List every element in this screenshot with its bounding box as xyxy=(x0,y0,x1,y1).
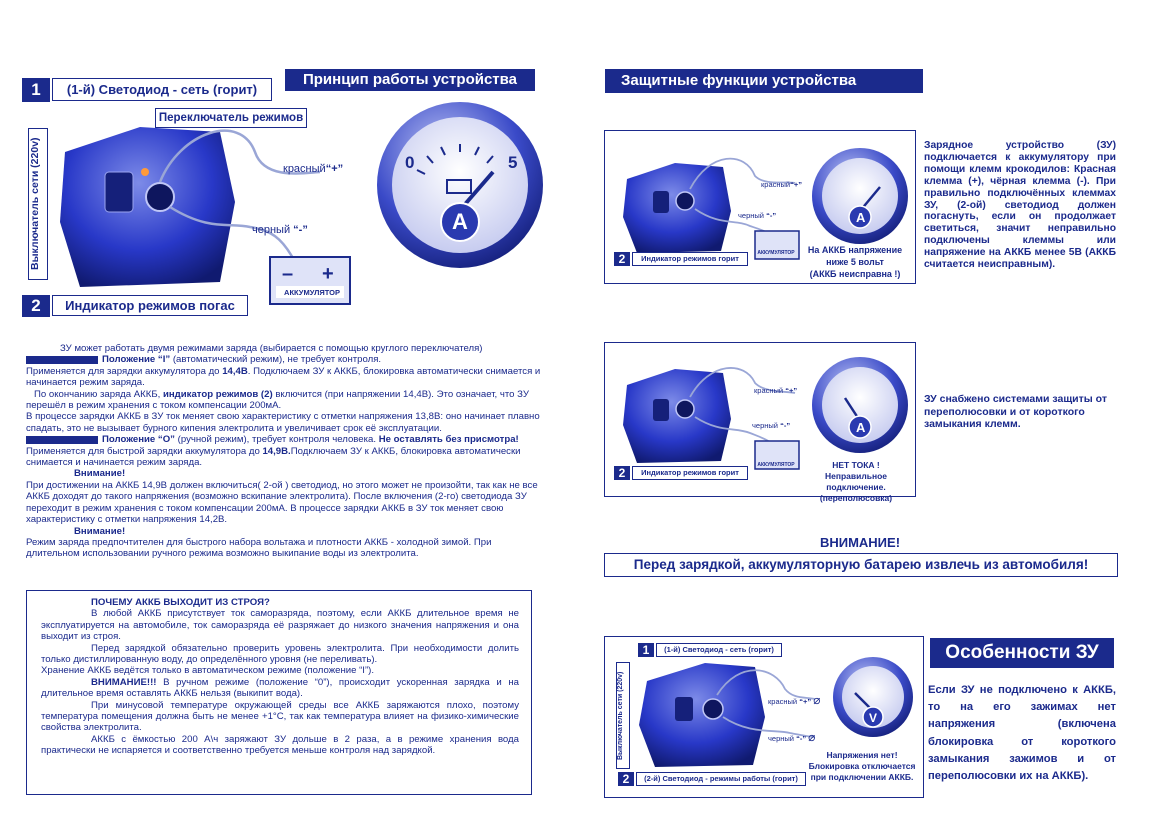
gauge-letter: A xyxy=(452,209,468,234)
panel3-number-1: 1 xyxy=(638,643,654,657)
panel1-note: На АККБ напряжение ниже 5 вольт (АККБ неисправна !) xyxy=(807,245,903,279)
panel3-number-2: 2 xyxy=(618,772,634,786)
features-title: Особенности ЗУ xyxy=(930,638,1114,668)
panel2-description: ЗУ снабжено системами защиты от переполюсовки и от короткого замыкания клемм. xyxy=(924,393,1107,430)
left-body-text: ЗУ может работать двумя режимами заряда (выбирается с помощью круглого переключателя) Положение “I” (автоматический режим), не требует контроля. Применяется для зарядки аккумулятора до 14,4В. Подключаем ЗУ к АККБ, блокировка автоматически снимается и начинается режим заряда. По окончанию заряда АККБ, индикатор режимов (2) включится (при напряжении 14,4В). Это означает, что ЗУ перешёл в режим хранения с током компенсации 200мА. В процессе зарядки АККБ в ЗУ ток меняет свою характеристику с отметки напряжения 13,8В: оно начинает плавно спадать, это не вызывает бурного кипения электролита и увеличивает срок её эксплуатации. Положение “О” (ручной режим), требует контроля человека. Не оставлять без присмотра! Применяется для быстрой зарядки аккумулятора до 14,9В.Подключаем ЗУ к АККБ, блокировка автоматически снимается и начинается режим заряда. Внимание! При достижении на АККБ 14,9В должен включиться( 2-ой ) светодиод, но этого может не произойти, так как не все АККБ доходят до такого напряжения (возможно вскипание электролита). После включения (2-го) светодиода ЗУ переходит в режим хранения с током компенсации 200мА. В процессе зарядки АККБ в ЗУ ток меняет свою характеристику с отметки напряжения 14,2В. Внимание! Режим заряда предпочтителен для быстрого набора вольтажа и плотности АККБ - холодной зимой. При длительном использовании ручного режима возможно выкипание воды из электролита. xyxy=(26,343,541,560)
panel2-indicator: Индикатор режимов горит xyxy=(632,466,748,480)
gauge-zero-label: 0 xyxy=(405,153,415,172)
panel3-note: Напряжения нет! Блокировка отключается при подключении АККБ. xyxy=(808,750,916,782)
panel1-black-label: черный “-” xyxy=(738,211,777,220)
callout-1-number: 1 xyxy=(22,78,50,102)
panel2-note: НЕТ ТОКА ! Неправильное подключение. (переполюсовка) xyxy=(819,460,893,503)
panel3-led1: (1-й) Светодиод - сеть (горит) xyxy=(656,643,782,657)
panel3-mains: Выключатель сети (220v) xyxy=(616,662,630,769)
svg-text:A: A xyxy=(856,210,866,225)
svg-text:–: – xyxy=(282,263,294,285)
why-battery-fails-box: ПОЧЕМУ АККБ ВЫХОДИТ ИЗ СТРОЯ? В любой АККБ присутствует ток саморазряда, поэтому, если АККБ длительное время не эксплуатируется на автомобиле, ток саморазряда её разряжает до низкого значения напряжения и она выходит из строя. Перед зарядкой обязательно проверить уровень электролита. При необходимости долить только дистиллированную воду, до определённого уровня (не переливать). Хранение АККБ ведётся только в автоматическом режиме (положение “I”). ВНИМАНИЕ!!! В ручном режиме (положение “0”), происходит ускоренная зарядка и на длительное время оставлять АККБ нельзя (выкипит вода). При минусовой температуре окружающей среды все АККБ заряжаются плохо, поэтому температура помещения должна быть не менее +1°С, так как температура влияет на физико-химические свойства электролита. АККБ с ёмкостью 200 А\ч заряжают ЗУ дольше в 2 раза, а в режиме хранения вода практически не испаряется и соответственно требуется меньше контроля над зарядкой. xyxy=(26,590,532,795)
left-title: Принцип работы устройства xyxy=(285,69,535,91)
right-title: Защитные функции устройства xyxy=(605,69,923,93)
red-wire-label: красный“+” xyxy=(283,163,344,175)
mains-switch-label: Выключатель сети (220v) xyxy=(28,128,48,280)
attention-heading: ВНИМАНИЕ! xyxy=(819,535,901,550)
panel3-black-label: черный “-” ⌀ xyxy=(768,730,816,744)
callout-2-label: Индикатор режимов погас xyxy=(52,295,248,316)
mode-switch-label: Переключатель режимов xyxy=(155,108,307,128)
svg-text:+: + xyxy=(322,263,334,285)
remove-battery-banner: Перед зарядкой, аккумуляторную батарею извлечь из автомобиля! xyxy=(604,553,1118,577)
panel2-number: 2 xyxy=(614,466,630,480)
battery-label: АККУМУЛЯТОР xyxy=(284,288,340,297)
panel1-indicator: Индикатор режимов горит xyxy=(632,252,748,266)
svg-text:V: V xyxy=(869,711,878,725)
panel1-description: Зарядное устройство (ЗУ) подключается к аккумулятору при помощи клемм крокодилов: Красная клемма (+), чёрная клемма (-). При правильно подключённых клеммах ЗУ, (2-ой) светодиод должен погаснуть, если он продолжает светиться, значит неправильно подключены клеммы или напряжение на АККБ менее 5В (АККБ считается неисправным). xyxy=(924,140,1116,271)
panel1-number: 2 xyxy=(614,252,630,266)
panel3-led2: (2-й) Светодиод - режимы работы (горит) xyxy=(636,772,806,786)
callout-2-number: 2 xyxy=(22,295,50,317)
gauge-five-label: 5 xyxy=(508,153,518,172)
panel2-red-label: красный “+” xyxy=(754,386,798,395)
black-wire-label: черный “-” xyxy=(252,224,308,236)
svg-text:A: A xyxy=(856,420,866,435)
panel2-battery-label: АККУМУЛЯТОР xyxy=(757,462,795,468)
panel3-red-label: красный “+” ⌀ xyxy=(768,693,821,707)
panel1-battery-label: АККУМУЛЯТОР xyxy=(757,250,795,256)
panel1-red-label: красный“+” xyxy=(761,180,802,189)
features-text: Если ЗУ не подключено к АККБ, то на его зажимах нет напряжения (включена блокировка от короткого замыкания зажимов и от переполюсовки их на АККБ). xyxy=(928,684,1116,783)
panel2-black-label: черный “-” xyxy=(752,421,791,430)
ammeter-gauge xyxy=(375,100,545,270)
callout-1-label: (1-й) Светодиод - сеть (горит) xyxy=(52,78,272,101)
